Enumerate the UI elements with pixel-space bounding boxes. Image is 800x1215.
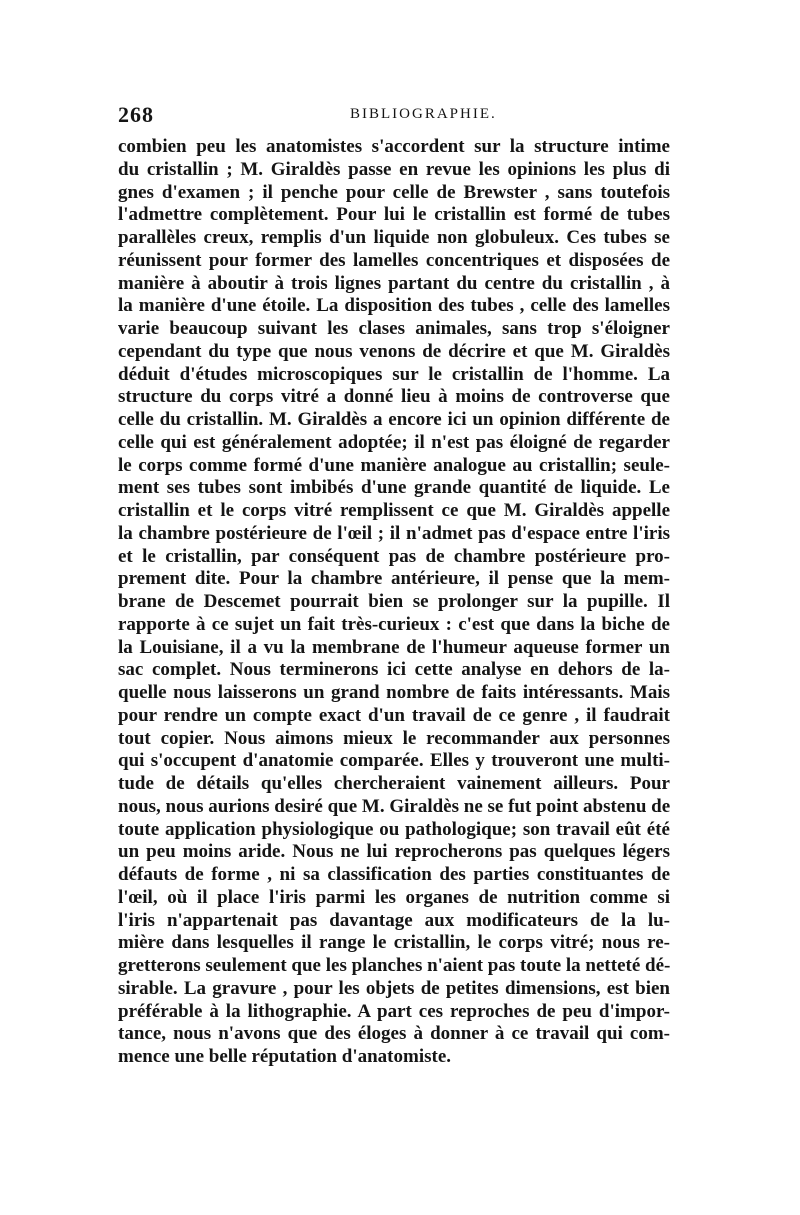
text-line: mière dans lesquelles il range le cristallin, le corps vitré; nous re- — [118, 932, 670, 954]
page-header — [118, 102, 678, 130]
text-line: sirable. La gravure , pour les objets de petites dimensions, est bien — [118, 977, 670, 999]
text-line: défauts de forme , ni sa classification des parties constituantes de — [118, 864, 670, 885]
text-line: mence une belle réputation d'anatomiste. — [118, 1046, 452, 1067]
text-line: manière à aboutir à trois lignes partant du centre du cristallin , à — [118, 272, 670, 294]
text-line: cristallin et le corps vitré remplissent ce que M. Giraldès appelle — [118, 500, 670, 521]
text-line: tance, nous n'avons que des éloges à donner à ce travail qui com- — [118, 1023, 670, 1045]
text-line: préférable à la lithographie. A part ces reproches de peu d'impor- — [118, 1000, 670, 1022]
text-line: réunissent pour former des lamelles concentriques et disposées de — [118, 249, 670, 271]
text-line: tout copier. Nous aimons mieux le recommander aux personnes — [118, 727, 670, 749]
text-line: celle du cristallin. M. Giraldès a encore ici un opinion différente de — [118, 409, 670, 430]
text-line: structure du corps vitré a donné lieu à moins de controverse que — [118, 386, 670, 408]
body-text — [118, 136, 670, 1069]
text-line: l'admettre complètement. Pour lui le cristallin est formé de tubes — [118, 204, 670, 226]
text-line: toute application physiologique ou pathologique; son travail eût été — [118, 818, 670, 840]
text-line: nous, nous aurions desiré que M. Giraldès ne se fut point abstenu de — [118, 795, 670, 817]
text-line: prement dite. Pour la chambre antérieure, il pense que la mem- — [118, 568, 670, 590]
text-line: déduit d'études microscopiques sur le cristallin de l'homme. La — [118, 363, 670, 385]
running-head: BIBLIOGRAPHIE. — [350, 106, 497, 122]
text-line: du cristallin ; M. Giraldès passe en revue les opinions les plus di — [118, 158, 670, 180]
text-line: le corps comme formé d'une manière analogue au cristallin; seule- — [118, 454, 670, 476]
text-line: qui s'occupent d'anatomie comparée. Elles y trouveront une multi- — [118, 750, 670, 772]
text-line: tude de détails qu'elles chercheraient vainement ailleurs. Pour — [118, 773, 670, 794]
text-line: et le cristallin, par conséquent pas de chambre postérieure pro- — [118, 545, 670, 567]
text-line: brane de Descemet pourrait bien se prolonger sur la pupille. Il — [118, 591, 670, 612]
text-line: la chambre postérieure de l'œil ; il n'admet pas d'espace entre l'iris — [118, 522, 670, 544]
text-line: celle qui est généralement adoptée; il n'est pas éloigné de regarder — [118, 431, 670, 453]
text-line: quelle nous laisserons un grand nombre de faits intéressants. Mais — [118, 682, 670, 703]
text-line: rapporte à ce sujet un fait très-curieux : c'est que dans la biche de — [118, 613, 670, 635]
text-line: varie beaucoup suivant les clases animales, sans trop s'éloigner — [118, 318, 670, 339]
text-line: cependant du type que nous venons de décrire et que M. Giraldès — [118, 340, 670, 362]
page-number: 268 — [118, 102, 154, 127]
text-line: parallèles creux, remplis d'un liquide non globuleux. Ces tubes se — [118, 227, 670, 248]
text-line: combien peu les anatomistes s'accordent sur la structure intime — [118, 136, 670, 157]
text-line: ment ses tubes sont imbibés d'une grande quantité de liquide. Le — [118, 477, 670, 499]
text-line: la Louisiane, il a vu la membrane de l'humeur aqueuse former un — [118, 636, 670, 658]
text-line: l'œil, où il place l'iris parmi les organes de nutrition comme si — [118, 886, 670, 908]
text-line: l'iris n'appartenait pas davantage aux modificateurs de la lu- — [118, 909, 670, 931]
text-line: pour rendre un compte exact d'un travail de ce genre , il faudrait — [118, 704, 670, 726]
text-line: sac complet. Nous terminerons ici cette analyse en dehors de la- — [118, 659, 670, 681]
text-line: gnes d'examen ; il penche pour celle de Brewster , sans toutefois — [118, 181, 670, 203]
text-line: la manière d'une étoile. La disposition des tubes , celle des lamelles — [118, 295, 670, 317]
text-line: un peu moins aride. Nous ne lui reprocherons pas quelques légers — [118, 841, 670, 863]
text-line: gretterons seulement que les planches n'aient pas toute la netteté dé- — [118, 955, 670, 976]
